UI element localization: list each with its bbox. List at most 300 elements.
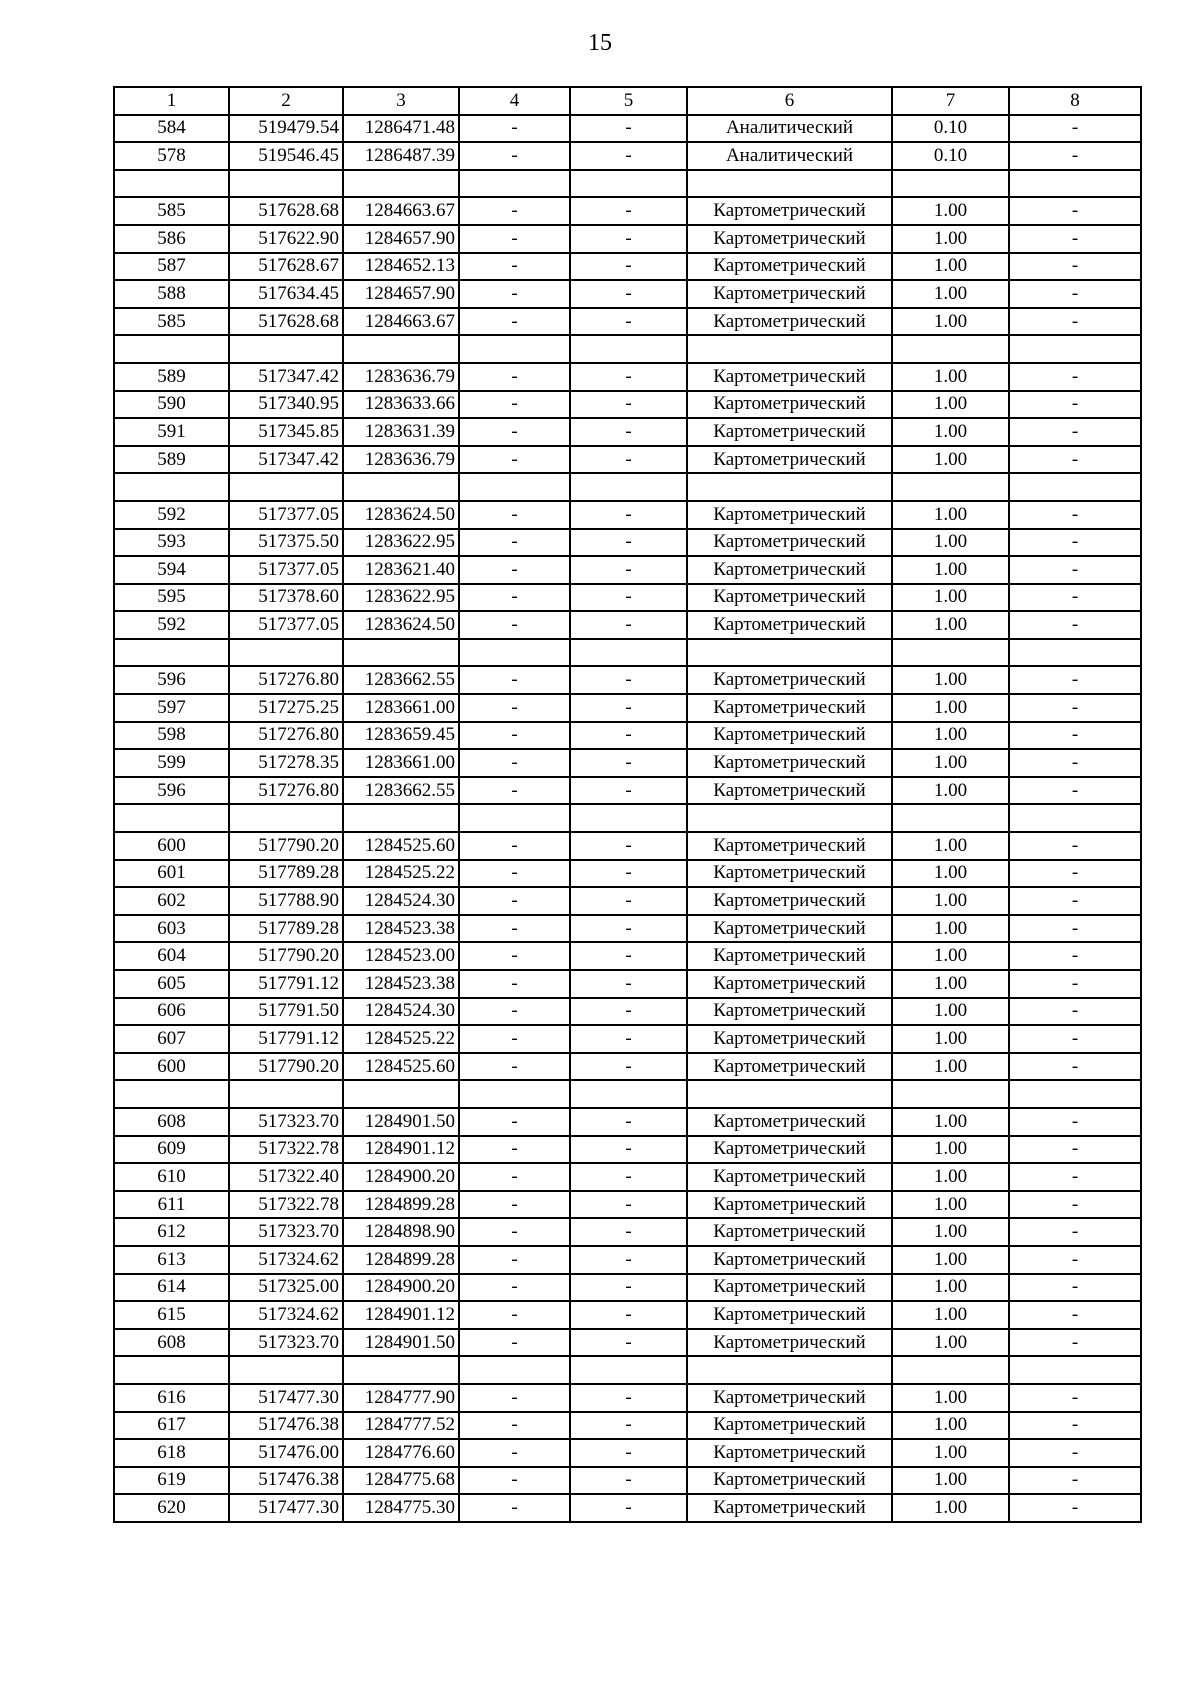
col5-cell: - <box>570 611 687 639</box>
y-coordinate-cell: 1284525.60 <box>343 832 459 860</box>
x-coordinate-cell: 517790.20 <box>229 942 343 970</box>
col8-cell: - <box>1009 1494 1141 1522</box>
table-row <box>114 1384 1141 1412</box>
method-cell: Картометрический <box>687 556 892 584</box>
col4-cell: - <box>459 1246 570 1274</box>
col5-cell: - <box>570 363 687 391</box>
col4-cell: - <box>459 280 570 308</box>
point-number-cell: 604 <box>114 942 229 970</box>
col5-cell: - <box>570 197 687 225</box>
point-number-cell <box>114 1080 229 1108</box>
col4-cell: - <box>459 1301 570 1329</box>
table-row <box>114 1163 1141 1191</box>
col8-cell: - <box>1009 1384 1141 1412</box>
col4-cell: - <box>459 418 570 446</box>
method-cell: Картометрический <box>687 391 892 419</box>
table-row <box>114 777 1141 805</box>
col5-cell: - <box>570 556 687 584</box>
accuracy-cell: 1.00 <box>892 1218 1009 1246</box>
method-cell: Картометрический <box>687 197 892 225</box>
method-cell: Картометрический <box>687 225 892 253</box>
col5-cell: - <box>570 1163 687 1191</box>
table-row <box>114 1136 1141 1164</box>
col5-cell: - <box>570 418 687 446</box>
col8-cell: - <box>1009 970 1141 998</box>
col4-cell: - <box>459 308 570 336</box>
accuracy-cell: 1.00 <box>892 1329 1009 1357</box>
y-coordinate-cell: 1284776.60 <box>343 1439 459 1467</box>
point-number-cell: 595 <box>114 584 229 612</box>
header-cell-6: 6 <box>687 87 892 115</box>
method-cell: Картометрический <box>687 584 892 612</box>
accuracy-cell: 1.00 <box>892 1053 1009 1081</box>
x-coordinate-cell: 517322.40 <box>229 1163 343 1191</box>
point-number-cell: 609 <box>114 1136 229 1164</box>
table-row <box>114 1191 1141 1219</box>
y-coordinate-cell <box>343 804 459 832</box>
point-number-cell <box>114 335 229 363</box>
col8-cell: - <box>1009 722 1141 750</box>
point-number-cell: 596 <box>114 666 229 694</box>
x-coordinate-cell: 517628.68 <box>229 197 343 225</box>
table-row <box>114 1053 1141 1081</box>
col5-cell: - <box>570 1136 687 1164</box>
x-coordinate-cell: 517322.78 <box>229 1191 343 1219</box>
col8-cell: - <box>1009 1218 1141 1246</box>
point-number-cell: 584 <box>114 115 229 143</box>
col4-cell: - <box>459 253 570 281</box>
accuracy-cell: 1.00 <box>892 1246 1009 1274</box>
table-row <box>114 1467 1141 1495</box>
y-coordinate-cell: 1284523.38 <box>343 915 459 943</box>
col4-cell: - <box>459 860 570 888</box>
y-coordinate-cell: 1284899.28 <box>343 1191 459 1219</box>
point-number-cell: 614 <box>114 1274 229 1302</box>
y-coordinate-cell: 1283662.55 <box>343 777 459 805</box>
point-number-cell <box>114 473 229 501</box>
accuracy-cell: 1.00 <box>892 887 1009 915</box>
y-coordinate-cell: 1284523.38 <box>343 970 459 998</box>
y-coordinate-cell: 1284901.12 <box>343 1136 459 1164</box>
col4-cell: - <box>459 529 570 557</box>
x-coordinate-cell <box>229 1356 343 1384</box>
method-cell <box>687 473 892 501</box>
col4-cell: - <box>459 887 570 915</box>
col5-cell: - <box>570 666 687 694</box>
col4-cell: - <box>459 722 570 750</box>
method-cell <box>687 170 892 198</box>
col8-cell: - <box>1009 860 1141 888</box>
accuracy-cell: 1.00 <box>892 694 1009 722</box>
col4-cell: - <box>459 1218 570 1246</box>
col4-cell <box>459 639 570 667</box>
method-cell: Картометрический <box>687 1274 892 1302</box>
col4-cell: - <box>459 1136 570 1164</box>
accuracy-cell <box>892 1080 1009 1108</box>
table-row <box>114 832 1141 860</box>
x-coordinate-cell: 517476.00 <box>229 1439 343 1467</box>
method-cell: Картометрический <box>687 1329 892 1357</box>
point-number-cell: 620 <box>114 1494 229 1522</box>
y-coordinate-cell: 1283661.00 <box>343 694 459 722</box>
x-coordinate-cell: 517276.80 <box>229 666 343 694</box>
x-coordinate-cell: 517377.05 <box>229 611 343 639</box>
y-coordinate-cell: 1284900.20 <box>343 1163 459 1191</box>
method-cell: Картометрический <box>687 887 892 915</box>
col4-cell <box>459 804 570 832</box>
table-row <box>114 446 1141 474</box>
col5-cell: - <box>570 446 687 474</box>
y-coordinate-cell: 1283622.95 <box>343 529 459 557</box>
x-coordinate-cell: 517275.25 <box>229 694 343 722</box>
col8-cell: - <box>1009 1467 1141 1495</box>
col8-cell <box>1009 170 1141 198</box>
y-coordinate-cell: 1284657.90 <box>343 225 459 253</box>
y-coordinate-cell: 1283631.39 <box>343 418 459 446</box>
header-cell-1: 1 <box>114 87 229 115</box>
header-cell-8: 8 <box>1009 87 1141 115</box>
x-coordinate-cell: 517622.90 <box>229 225 343 253</box>
method-cell: Картометрический <box>687 970 892 998</box>
x-coordinate-cell: 517324.62 <box>229 1246 343 1274</box>
col5-cell <box>570 1356 687 1384</box>
col5-cell: - <box>570 1494 687 1522</box>
method-cell: Картометрический <box>687 1439 892 1467</box>
y-coordinate-cell: 1284652.13 <box>343 253 459 281</box>
x-coordinate-cell <box>229 1080 343 1108</box>
point-number-cell: 616 <box>114 1384 229 1412</box>
x-coordinate-cell: 517790.20 <box>229 832 343 860</box>
x-coordinate-cell <box>229 804 343 832</box>
col8-cell: - <box>1009 556 1141 584</box>
y-coordinate-cell: 1284901.12 <box>343 1301 459 1329</box>
accuracy-cell: 1.00 <box>892 446 1009 474</box>
accuracy-cell: 1.00 <box>892 722 1009 750</box>
accuracy-cell: 1.00 <box>892 253 1009 281</box>
x-coordinate-cell: 519479.54 <box>229 115 343 143</box>
col5-cell: - <box>570 942 687 970</box>
x-coordinate-cell <box>229 170 343 198</box>
accuracy-cell: 1.00 <box>892 529 1009 557</box>
method-cell: Картометрический <box>687 749 892 777</box>
y-coordinate-cell <box>343 170 459 198</box>
col4-cell: - <box>459 915 570 943</box>
y-coordinate-cell: 1286471.48 <box>343 115 459 143</box>
col8-cell: - <box>1009 1301 1141 1329</box>
table-row <box>114 280 1141 308</box>
method-cell: Картометрический <box>687 308 892 336</box>
accuracy-cell: 1.00 <box>892 1191 1009 1219</box>
method-cell: Картометрический <box>687 363 892 391</box>
x-coordinate-cell: 517477.30 <box>229 1384 343 1412</box>
y-coordinate-cell: 1283659.45 <box>343 722 459 750</box>
col4-cell: - <box>459 694 570 722</box>
col4-cell: - <box>459 584 570 612</box>
col5-cell: - <box>570 1025 687 1053</box>
col8-cell: - <box>1009 308 1141 336</box>
col5-cell: - <box>570 308 687 336</box>
point-number-cell: 602 <box>114 887 229 915</box>
x-coordinate-cell: 517323.70 <box>229 1108 343 1136</box>
col5-cell: - <box>570 1439 687 1467</box>
x-coordinate-cell: 517628.67 <box>229 253 343 281</box>
table-row <box>114 1274 1141 1302</box>
y-coordinate-cell <box>343 335 459 363</box>
col5-cell: - <box>570 1301 687 1329</box>
col8-cell: - <box>1009 280 1141 308</box>
x-coordinate-cell: 517276.80 <box>229 722 343 750</box>
accuracy-cell: 1.00 <box>892 197 1009 225</box>
col4-cell <box>459 473 570 501</box>
method-cell: Картометрический <box>687 722 892 750</box>
accuracy-cell: 1.00 <box>892 860 1009 888</box>
header-cell-2: 2 <box>229 87 343 115</box>
point-number-cell: 617 <box>114 1412 229 1440</box>
col8-cell <box>1009 804 1141 832</box>
accuracy-cell: 0.10 <box>892 115 1009 143</box>
y-coordinate-cell: 1284524.30 <box>343 998 459 1026</box>
point-number-cell: 598 <box>114 722 229 750</box>
x-coordinate-cell: 517324.62 <box>229 1301 343 1329</box>
col5-cell: - <box>570 391 687 419</box>
point-number-cell: 590 <box>114 391 229 419</box>
point-number-cell: 611 <box>114 1191 229 1219</box>
col5-cell: - <box>570 1191 687 1219</box>
y-coordinate-cell: 1284898.90 <box>343 1218 459 1246</box>
y-coordinate-cell: 1284901.50 <box>343 1108 459 1136</box>
accuracy-cell <box>892 335 1009 363</box>
col5-cell <box>570 804 687 832</box>
x-coordinate-cell: 517377.05 <box>229 501 343 529</box>
table-row <box>114 501 1141 529</box>
col5-cell: - <box>570 225 687 253</box>
col8-cell: - <box>1009 529 1141 557</box>
table-row <box>114 584 1141 612</box>
method-cell: Картометрический <box>687 915 892 943</box>
accuracy-cell: 1.00 <box>892 308 1009 336</box>
col5-cell: - <box>570 142 687 170</box>
x-coordinate-cell: 517789.28 <box>229 860 343 888</box>
accuracy-cell: 1.00 <box>892 556 1009 584</box>
y-coordinate-cell <box>343 1356 459 1384</box>
col4-cell: - <box>459 777 570 805</box>
col4-cell: - <box>459 1494 570 1522</box>
point-number-cell <box>114 170 229 198</box>
col8-cell: - <box>1009 1329 1141 1357</box>
y-coordinate-cell: 1284777.90 <box>343 1384 459 1412</box>
col5-cell: - <box>570 722 687 750</box>
y-coordinate-cell: 1283624.50 <box>343 501 459 529</box>
table-header-row <box>114 87 1141 115</box>
table-row <box>114 1439 1141 1467</box>
point-number-cell: 607 <box>114 1025 229 1053</box>
col4-cell: - <box>459 1412 570 1440</box>
x-coordinate-cell: 517791.12 <box>229 970 343 998</box>
method-cell: Картометрический <box>687 501 892 529</box>
accuracy-cell <box>892 473 1009 501</box>
table-separator-row <box>114 1356 1141 1384</box>
method-cell: Картометрический <box>687 611 892 639</box>
table-row <box>114 970 1141 998</box>
x-coordinate-cell: 517628.68 <box>229 308 343 336</box>
accuracy-cell: 1.00 <box>892 1301 1009 1329</box>
accuracy-cell: 1.00 <box>892 749 1009 777</box>
x-coordinate-cell: 517347.42 <box>229 446 343 474</box>
accuracy-cell <box>892 639 1009 667</box>
accuracy-cell: 1.00 <box>892 1274 1009 1302</box>
accuracy-cell: 1.00 <box>892 942 1009 970</box>
col5-cell: - <box>570 1246 687 1274</box>
x-coordinate-cell: 517634.45 <box>229 280 343 308</box>
x-coordinate-cell: 517375.50 <box>229 529 343 557</box>
col8-cell: - <box>1009 501 1141 529</box>
col5-cell <box>570 335 687 363</box>
accuracy-cell: 1.00 <box>892 915 1009 943</box>
table-separator-row <box>114 1080 1141 1108</box>
col5-cell <box>570 170 687 198</box>
col4-cell: - <box>459 749 570 777</box>
table-separator-row <box>114 473 1141 501</box>
col8-cell: - <box>1009 197 1141 225</box>
col4-cell <box>459 170 570 198</box>
col4-cell: - <box>459 363 570 391</box>
point-number-cell: 599 <box>114 749 229 777</box>
col4-cell: - <box>459 225 570 253</box>
accuracy-cell: 1.00 <box>892 1384 1009 1412</box>
col4-cell: - <box>459 942 570 970</box>
y-coordinate-cell: 1286487.39 <box>343 142 459 170</box>
accuracy-cell: 1.00 <box>892 501 1009 529</box>
method-cell <box>687 804 892 832</box>
method-cell: Картометрический <box>687 1301 892 1329</box>
y-coordinate-cell: 1283622.95 <box>343 584 459 612</box>
x-coordinate-cell: 517323.70 <box>229 1218 343 1246</box>
col5-cell: - <box>570 1108 687 1136</box>
header-cell-7: 7 <box>892 87 1009 115</box>
accuracy-cell <box>892 804 1009 832</box>
table-row <box>114 556 1141 584</box>
col8-cell <box>1009 1356 1141 1384</box>
y-coordinate-cell: 1284525.22 <box>343 1025 459 1053</box>
table-row <box>114 308 1141 336</box>
y-coordinate-cell: 1284523.00 <box>343 942 459 970</box>
method-cell: Картометрический <box>687 832 892 860</box>
col8-cell <box>1009 639 1141 667</box>
method-cell: Картометрический <box>687 942 892 970</box>
y-coordinate-cell: 1284899.28 <box>343 1246 459 1274</box>
col4-cell: - <box>459 446 570 474</box>
point-number-cell <box>114 639 229 667</box>
col8-cell: - <box>1009 611 1141 639</box>
method-cell: Картометрический <box>687 1494 892 1522</box>
accuracy-cell: 1.00 <box>892 998 1009 1026</box>
table-row <box>114 225 1141 253</box>
point-number-cell: 592 <box>114 611 229 639</box>
table-row <box>114 694 1141 722</box>
method-cell: Картометрический <box>687 1412 892 1440</box>
point-number-cell: 601 <box>114 860 229 888</box>
accuracy-cell <box>892 1356 1009 1384</box>
col5-cell: - <box>570 887 687 915</box>
col8-cell: - <box>1009 1163 1141 1191</box>
x-coordinate-cell: 517790.20 <box>229 1053 343 1081</box>
table-row <box>114 1218 1141 1246</box>
method-cell: Аналитический <box>687 142 892 170</box>
col4-cell: - <box>459 1108 570 1136</box>
method-cell: Картометрический <box>687 1191 892 1219</box>
point-number-cell: 588 <box>114 280 229 308</box>
y-coordinate-cell: 1284777.52 <box>343 1412 459 1440</box>
col8-cell: - <box>1009 253 1141 281</box>
col8-cell: - <box>1009 1246 1141 1274</box>
col4-cell: - <box>459 970 570 998</box>
y-coordinate-cell: 1283624.50 <box>343 611 459 639</box>
point-number-cell: 619 <box>114 1467 229 1495</box>
col5-cell: - <box>570 115 687 143</box>
table-row <box>114 666 1141 694</box>
table-row <box>114 860 1141 888</box>
x-coordinate-cell: 517791.12 <box>229 1025 343 1053</box>
method-cell: Картометрический <box>687 860 892 888</box>
method-cell: Картометрический <box>687 1246 892 1274</box>
col5-cell <box>570 1080 687 1108</box>
x-coordinate-cell: 517476.38 <box>229 1467 343 1495</box>
table-row <box>114 1025 1141 1053</box>
x-coordinate-cell <box>229 335 343 363</box>
table-separator-row <box>114 804 1141 832</box>
table-separator-row <box>114 639 1141 667</box>
y-coordinate-cell <box>343 1080 459 1108</box>
col8-cell: - <box>1009 998 1141 1026</box>
col4-cell: - <box>459 1439 570 1467</box>
point-number-cell: 596 <box>114 777 229 805</box>
point-number-cell: 608 <box>114 1108 229 1136</box>
point-number-cell: 603 <box>114 915 229 943</box>
accuracy-cell: 1.00 <box>892 777 1009 805</box>
method-cell: Картометрический <box>687 777 892 805</box>
accuracy-cell: 1.00 <box>892 666 1009 694</box>
accuracy-cell: 1.00 <box>892 363 1009 391</box>
point-number-cell: 597 <box>114 694 229 722</box>
col5-cell: - <box>570 1384 687 1412</box>
col8-cell: - <box>1009 749 1141 777</box>
y-coordinate-cell <box>343 473 459 501</box>
x-coordinate-cell <box>229 473 343 501</box>
accuracy-cell: 1.00 <box>892 1412 1009 1440</box>
accuracy-cell: 1.00 <box>892 1136 1009 1164</box>
col8-cell: - <box>1009 363 1141 391</box>
x-coordinate-cell: 519546.45 <box>229 142 343 170</box>
table-row <box>114 1301 1141 1329</box>
col5-cell <box>570 639 687 667</box>
point-number-cell <box>114 1356 229 1384</box>
col5-cell: - <box>570 1467 687 1495</box>
table-row <box>114 915 1141 943</box>
y-coordinate-cell: 1283662.55 <box>343 666 459 694</box>
point-number-cell: 591 <box>114 418 229 446</box>
point-number-cell: 586 <box>114 225 229 253</box>
y-coordinate-cell <box>343 639 459 667</box>
col8-cell: - <box>1009 915 1141 943</box>
col5-cell: - <box>570 1053 687 1081</box>
y-coordinate-cell: 1284900.20 <box>343 1274 459 1302</box>
col4-cell: - <box>459 391 570 419</box>
x-coordinate-cell: 517477.30 <box>229 1494 343 1522</box>
x-coordinate-cell: 517340.95 <box>229 391 343 419</box>
table-row <box>114 1329 1141 1357</box>
col5-cell: - <box>570 915 687 943</box>
accuracy-cell: 1.00 <box>892 970 1009 998</box>
